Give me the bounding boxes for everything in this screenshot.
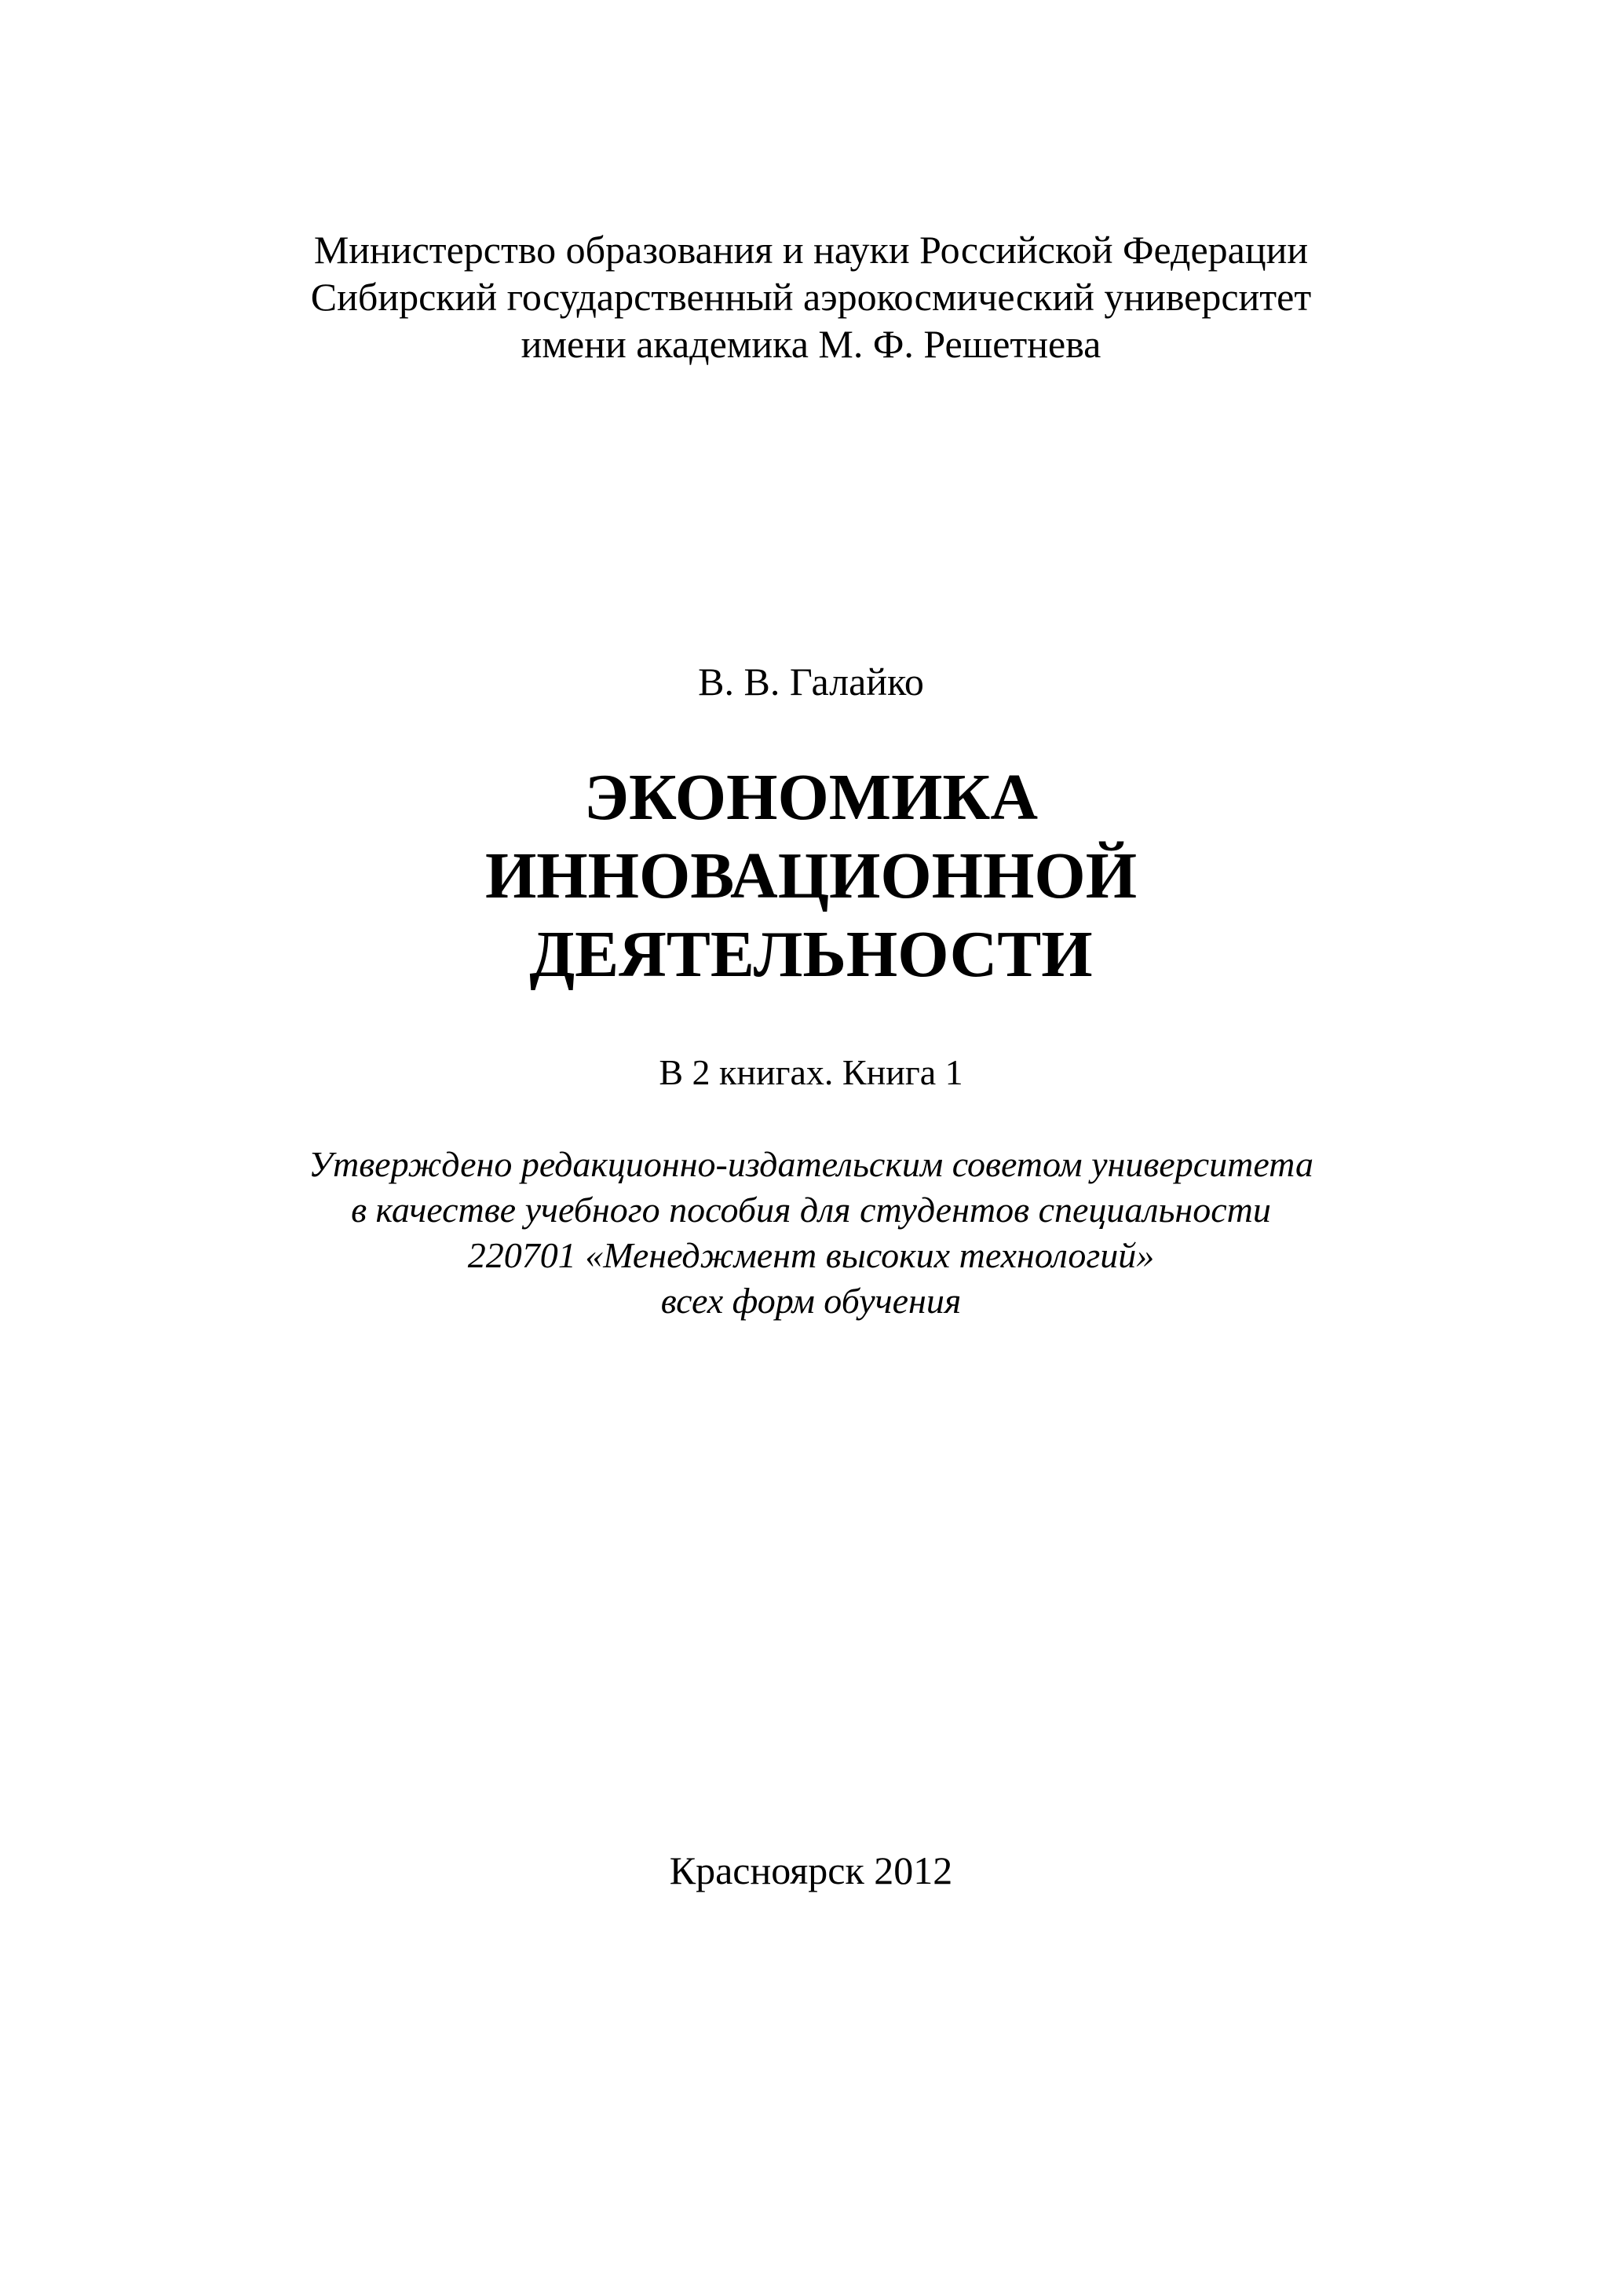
approval-line-3: 220701 «Менеджмент высоких технологий» <box>467 1235 1155 1275</box>
title-line-3: ДЕЯТЕЛЬНОСТИ <box>529 918 1093 991</box>
city-year: Красноярск 2012 <box>669 1848 953 1892</box>
approval-line-4: всех форм обучения <box>660 1281 962 1321</box>
approval-line-2: в качестве учебного пособия для студентов специальности <box>351 1190 1271 1230</box>
approval-line-1: Утверждено редакционно-издательским советом университета <box>309 1144 1313 1184</box>
book-title <box>0 759 1622 994</box>
university-line: Сибирский государственный аэрокосмический университет <box>310 275 1312 319</box>
title-line-2: ИННОВАЦИОННОЙ <box>484 839 1138 912</box>
approval-note <box>0 1142 1622 1324</box>
institution-header <box>0 226 1622 367</box>
university-name-line: имени академика М. Ф. Решетнева <box>521 322 1101 366</box>
ministry-line: Министерство образования и науки Российской Федерации <box>313 228 1309 272</box>
title-line-1: ЭКОНОМИКА <box>584 761 1038 834</box>
author-name: В. В. Галайко <box>698 660 924 704</box>
volume-info: В 2 книгах. Книга 1 <box>659 1052 963 1092</box>
